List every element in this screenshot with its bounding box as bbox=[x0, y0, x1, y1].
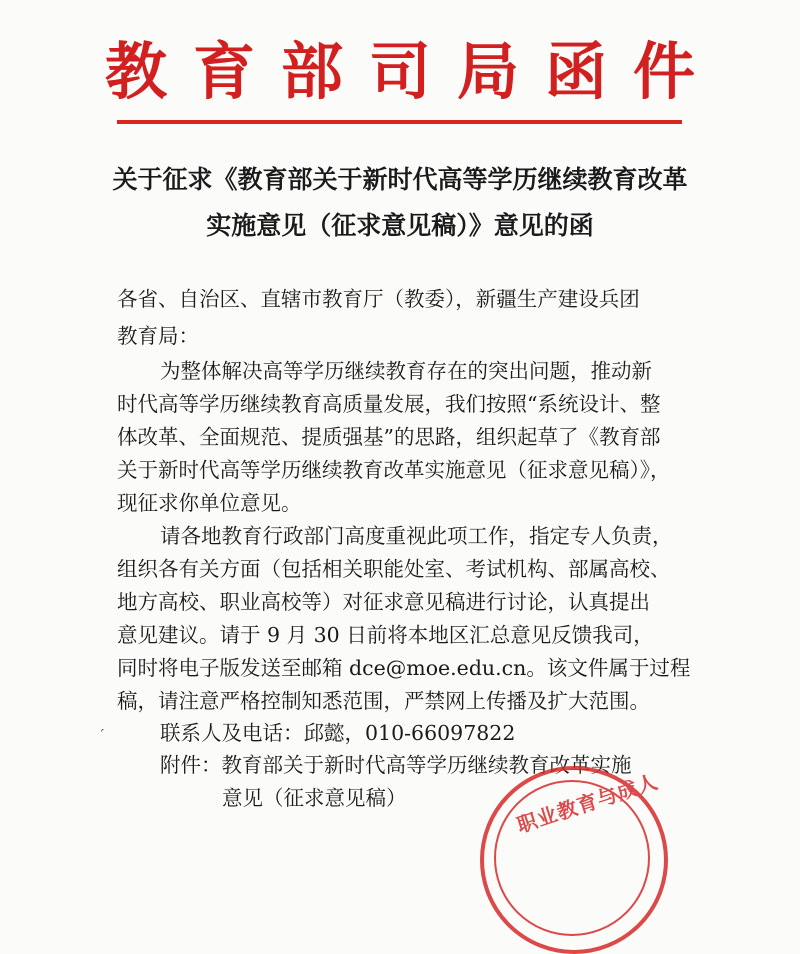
body-line: 教育局： bbox=[117, 324, 199, 348]
body-line: 现征求你单位意见。 bbox=[117, 491, 302, 515]
body-line: 各省、自治区、直辖市教育厅（教委），新疆生产建设兵团 bbox=[117, 287, 640, 311]
letterhead-red-rule bbox=[117, 120, 682, 124]
body-line: 为整体解决高等学历继续教育存在的突出问题，推动新 bbox=[160, 359, 652, 383]
body-line: 体改革、全面规范、提质强基”的思路，组织起草了《教育部 bbox=[117, 425, 661, 449]
body-line: 请各地教育行政部门高度重视此项工作，指定专人负责， bbox=[160, 524, 673, 548]
official-seal bbox=[480, 766, 668, 954]
body-line: 关于新时代高等学历继续教育改革实施意见（征求意见稿）》， bbox=[117, 458, 671, 482]
body-line: 地方高校、职业高校等）对征求意见稿进行讨论，认真提出 bbox=[117, 590, 650, 614]
margin-mark: ˊ bbox=[98, 728, 105, 744]
body-line: 意见建议。请于 9 月 30 日前将本地区汇总意见反馈我司， bbox=[117, 623, 654, 647]
attachment-line-continued: 意见（征求意见稿） bbox=[222, 786, 407, 810]
contact-line: 联系人及电话：邱懿，010-66097822 bbox=[160, 721, 516, 745]
body-line: 同时将电子版发送至邮箱 dce@moe.edu.cn。该文件属于过程 bbox=[117, 656, 691, 680]
official-seal-text: 职业教育与成人 bbox=[513, 769, 662, 838]
document-title-line-1: 关于征求《教育部关于新时代高等学历继续教育改革 bbox=[112, 165, 688, 194]
body-line: 时代高等学历继续教育高质量发展，我们按照“系统设计、整 bbox=[117, 392, 661, 416]
body-line: 组织各有关方面（包括相关职能处室、考试机构、部属高校、 bbox=[117, 557, 671, 581]
body-line: 稿，请注意严格控制知悉范围，严禁网上传播及扩大范围。 bbox=[117, 689, 650, 713]
document-title-line-2: 实施意见（征求意见稿）》意见的函 bbox=[206, 211, 594, 240]
attachment-line: 附件：教育部关于新时代高等学历继续教育改革实施 bbox=[160, 753, 632, 777]
letterhead-title: 教育部司局函件 bbox=[104, 35, 721, 108]
